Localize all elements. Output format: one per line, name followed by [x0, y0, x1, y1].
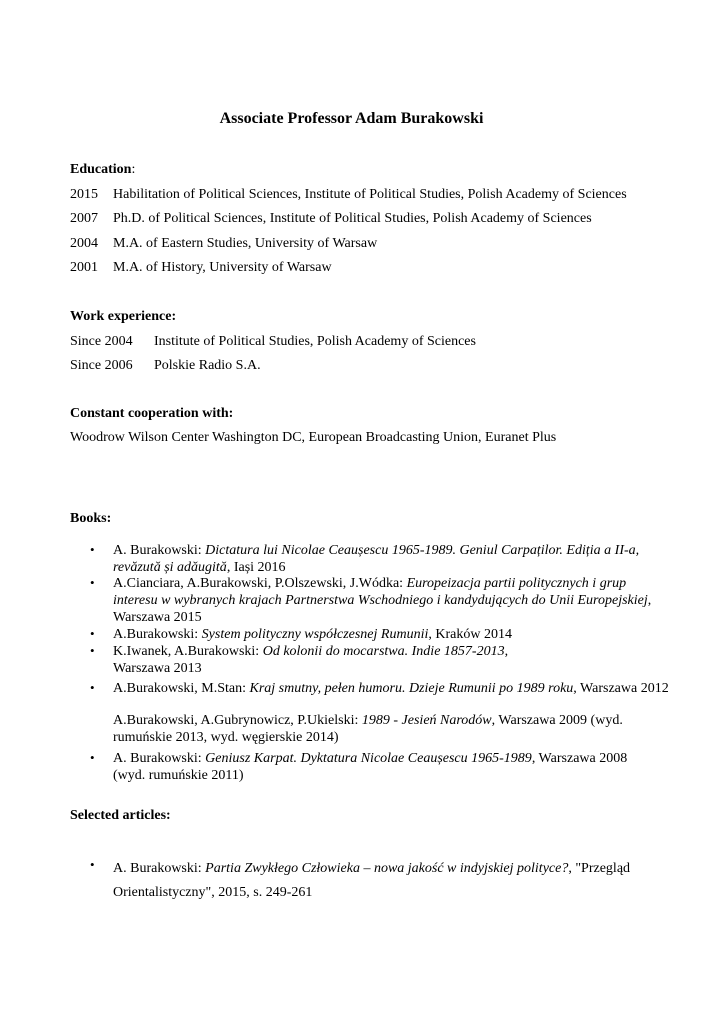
book-entry	[113, 680, 673, 697]
book-authors: K.Iwanek, A.Burakowski:	[113, 644, 263, 659]
bullet: •	[90, 575, 95, 590]
work-period: Since 2004	[70, 334, 133, 349]
page-title: Associate Professor Adam Burakowski	[219, 110, 484, 127]
book-entry	[113, 542, 673, 576]
book-authors: A.Burakowski, A.Gubrynowicz, P.Ukielski:	[113, 713, 362, 728]
book-title: Kraj smutny, pełen humoru. Dzieje Rumunii po 1989 roku	[249, 681, 574, 696]
bullet: •	[90, 542, 95, 557]
education-text: M.A. of History, University of Warsaw	[113, 260, 332, 275]
book-entry	[113, 712, 653, 746]
book-details: , Kraków 2014	[428, 627, 512, 642]
book-title: Dictatura lui Nicolae Ceaușescu 1965-1989. Geniul Carpaților. Ediția a II-a, revăzută și adăugită	[113, 543, 640, 575]
bullet: •	[90, 750, 95, 765]
book-authors: A.Burakowski:	[113, 627, 202, 642]
book-entry	[113, 575, 653, 626]
book-details: , Warszawa 2009 (wyd. rumuńskie 2013, wyd. węgierskie 2014)	[113, 713, 623, 745]
education-heading-colon: :	[131, 162, 136, 177]
work-item	[70, 357, 261, 374]
education-item	[70, 186, 627, 203]
book-entry	[113, 750, 643, 784]
book-title: System polityczny współczesnej Rumunii	[201, 627, 429, 642]
bullet: •	[90, 626, 95, 641]
book-details: , Warszawa 2008 (wyd. rumuńskie 2011)	[113, 751, 628, 783]
education-item	[70, 235, 378, 252]
bullet: •	[90, 857, 95, 872]
work-heading: Work experience:	[70, 309, 177, 324]
cooperation-text: Woodrow Wilson Center Washington DC, European Broadcasting Union, Euranet Plus	[70, 430, 557, 445]
article-authors: A. Burakowski:	[113, 861, 206, 876]
book-title: Europeizacja partii politycznych i grup interesu w wybranych krajach Partnerstwa Wschodniego i kandydujących do Unii Europejskiej	[113, 576, 648, 608]
education-year: 2007	[70, 211, 98, 226]
books-heading: Books:	[70, 511, 112, 526]
book-authors: A.Burakowski, M.Stan:	[113, 681, 250, 696]
education-text: Ph.D. of Political Sciences, Institute of Political Studies, Polish Academy of Sciences	[113, 211, 592, 226]
work-text: Polskie Radio S.A.	[154, 358, 261, 373]
education-heading-label: Education	[70, 162, 132, 177]
cooperation-heading: Constant cooperation with:	[70, 406, 234, 421]
article-entry	[113, 857, 653, 905]
book-details: , Warszawa 2012	[573, 681, 669, 696]
book-details: ,	[504, 644, 509, 659]
book-details-line2: Warszawa 2013	[113, 661, 202, 676]
education-year: 2015	[70, 187, 98, 202]
education-text: M.A. of Eastern Studies, University of Warsaw	[113, 236, 378, 251]
articles-heading: Selected articles:	[70, 808, 171, 823]
education-text: Habilitation of Political Sciences, Institute of Political Studies, Polish Academy of Sciences	[113, 187, 627, 202]
education-year: 2004	[70, 236, 98, 251]
book-details: , Warszawa 2015	[113, 593, 652, 625]
book-title: Od kolonii do mocarstwa. Indie 1857-2013	[262, 644, 505, 659]
book-authors: A. Burakowski:	[113, 543, 206, 558]
book-entry	[113, 626, 673, 643]
book-title: Geniusz Karpat. Dyktatura Nicolae Ceaușescu 1965-1989	[205, 751, 532, 766]
work-period: Since 2006	[70, 358, 133, 373]
bullet: •	[90, 680, 95, 695]
education-heading	[70, 162, 135, 178]
work-item	[70, 333, 476, 350]
book-details: , Iași 2016	[226, 560, 286, 575]
work-text: Institute of Political Studies, Polish Academy of Sciences	[154, 334, 476, 349]
book-title: 1989 - Jesień Narodów	[361, 713, 492, 728]
book-entry	[113, 643, 673, 677]
education-item	[70, 259, 332, 276]
book-authors: A. Burakowski:	[113, 751, 206, 766]
education-item	[70, 210, 592, 227]
education-year: 2001	[70, 260, 98, 275]
article-details: , "Przegląd Orientalistyczny", 2015, s. 249-261	[113, 861, 631, 900]
article-title: Partia Zwykłego Człowieka – nowa jakość w indyjskiej polityce?	[205, 861, 569, 876]
book-authors: A.Cianciara, A.Burakowski, P.Olszewski, J.Wódka:	[113, 576, 407, 591]
bullet: •	[90, 643, 95, 658]
